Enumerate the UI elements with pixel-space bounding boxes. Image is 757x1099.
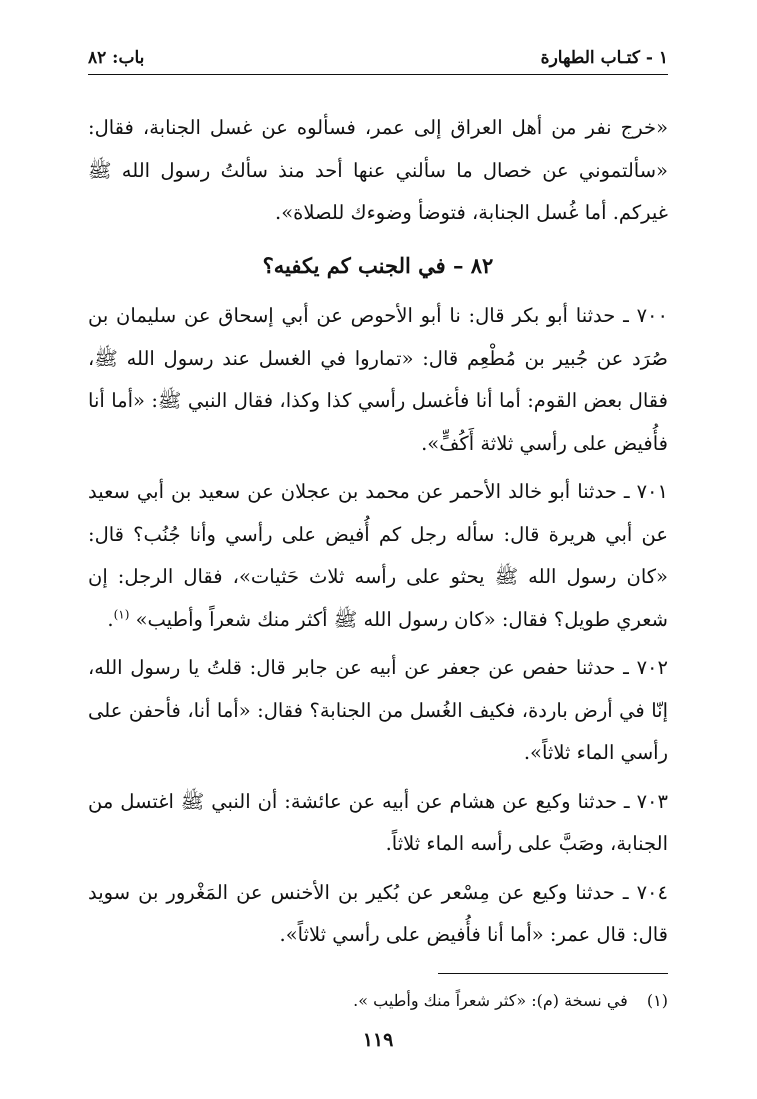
hadith-702: ٧٠٢ ـ حدثنا حفص عن جعفر عن أبيه عن جابر قال: قلتُ يا رسول الله، إنّا في أرض باردة، فكيف الغُسل من الجنابة؟ فقال: «أما أنا، فأحفن على رأسي الماء ثلاثاً».: [88, 656, 668, 764]
intro-paragraph: «خرج نفر من أهل العراق إلى عمر، فسألوه عن غسل الجنابة، فقال: «سألتموني عن خصال ما سألني عنها أحد منذ سألتُ رسول الله ﷺ غيركم. أما غُسل الجنابة، فتوضأ وضوءك للصلاة».: [88, 116, 668, 224]
footnote: [88, 988, 668, 1014]
hadith-700: ٧٠٠ ـ حدثنا أبو بكر قال: نا أبو الأحوص عن أبي إسحاق عن سليمان بن صُرَد عن جُبير بن مُطْعِم قال: «تماروا في الغسل عند رسول الله ﷺ، فقال بعض القوم: أما أنا فأغسل رأسي كذا وكذا، فقال النبي ﷺ: «أما أنا فأُفيض على رأسي ثلاثة أَكُفٍّ».: [88, 304, 668, 455]
footnote-mark: (١): [646, 990, 668, 1010]
hadith-701: [88, 471, 668, 641]
hadith-704: ٧٠٤ ـ حدثنا وكيع عن مِسْعر عن بُكير بن الأخنس عن المَغْرور بن سويد قال: قال عمر: «أما أنا فأُفيض على رأسي ثلاثاً».: [88, 880, 668, 946]
section-heading: ٨٢ – في الجنب كم يكفيه؟: [262, 252, 494, 278]
hadith-701-end: .: [107, 607, 114, 631]
page-number: ١١٩: [362, 1029, 394, 1051]
footnote-reference: (١): [113, 607, 130, 621]
chapter-reference: باب: ٨٢: [88, 48, 145, 68]
book-page: [88, 44, 668, 1064]
running-header: [88, 44, 668, 75]
hadith-701-text: ٧٠١ ـ حدثنا أبو خالد الأحمر عن محمد بن عجلان عن سعيد بن أبي سعيد عن أبي هريرة قال: سأله رجل كم أُفيض على رأسي وأنا جُنُب؟ قال: «كان رسول الله ﷺ يحثو على رأسه ثلاث حَثيات»، فقال الرجل: إن شعري طويل؟ فقال: «كان رسول الله ﷺ أكثر منك شعراً وأطيب»: [88, 480, 668, 631]
footnote-divider: [438, 973, 668, 974]
page-body: [88, 107, 668, 957]
footnote-text: في نسخة (م): «كثر شعراً منك وأطيب ».: [353, 990, 628, 1010]
hadith-703: ٧٠٣ ـ حدثنا وكيع عن هشام عن أبيه عن عائشة: أن النبي ﷺ اغتسل من الجنابة، وصَبَّ على رأسه الماء ثلاثاً.: [88, 789, 668, 855]
book-title: ١ - كتـاب الطهارة: [540, 48, 668, 68]
